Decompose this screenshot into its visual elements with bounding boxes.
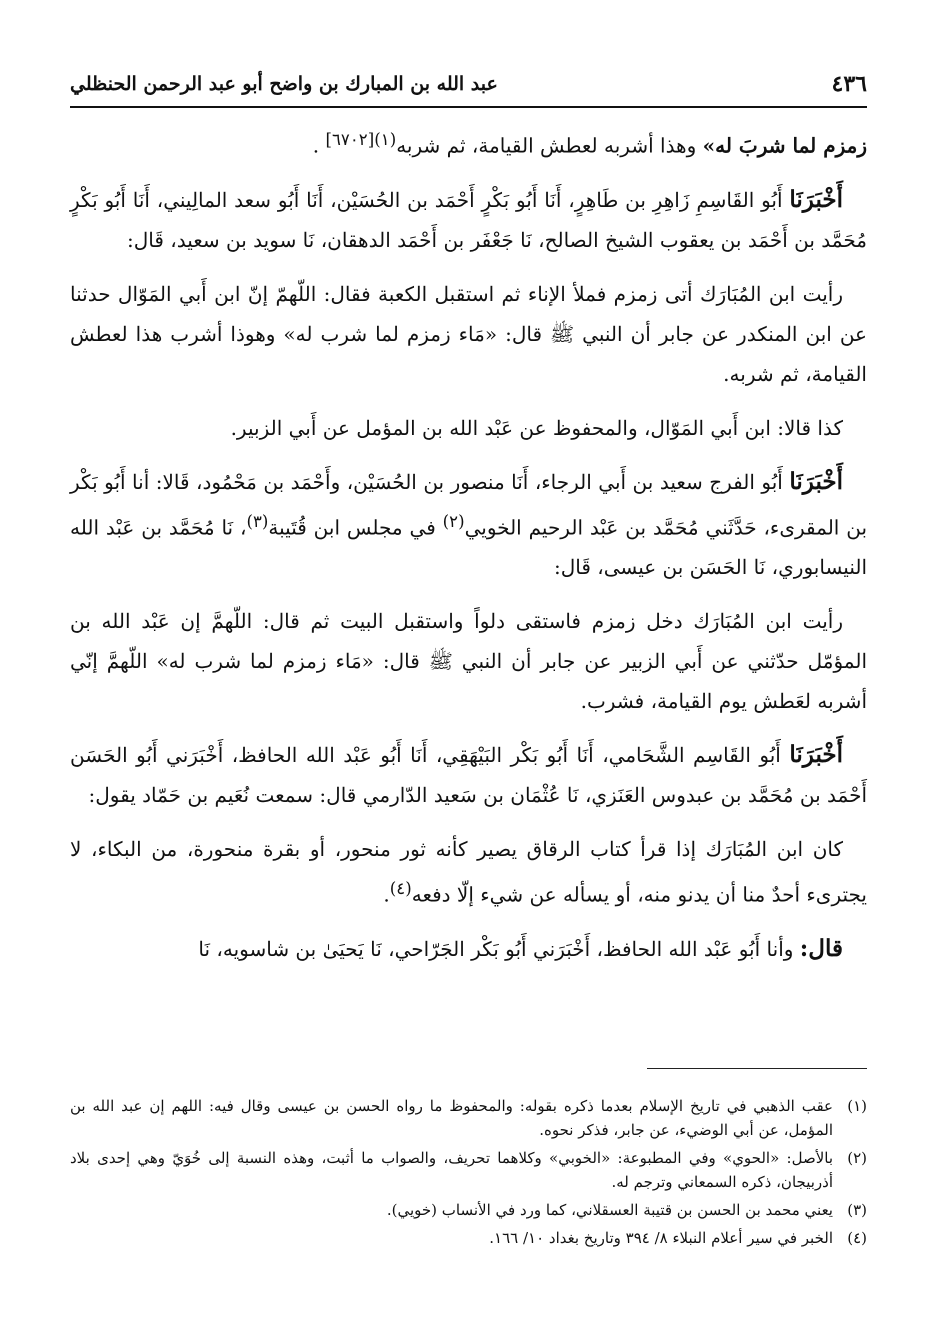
page-header [70,62,867,108]
isnad-paragraph [70,462,867,588]
footnote-ref: (٢) [442,511,465,531]
text-span: . [383,882,390,907]
footnote-number: (٢) [847,1149,867,1167]
isnad-paragraph [70,180,867,260]
footnote [70,1198,867,1222]
quoted-hadith: زمزم لما شربَ له» [702,133,867,158]
footnotes [70,1094,867,1254]
isnad-paragraph [70,735,867,815]
paragraph: رأيت ابن المُبَارَك أتى زمزم فملأ الإناء ثم استقبل الكعبة فقال: اللّهمّ إنّ ابن أَبي المَوّال حدثنا عن ابن المنكدر عن جابر أن النبي ﷺ قال: «مَاء زمزم لما شرب له» وهوذا أشرب هذا لعطش القيامة، ثم شربه. [70,281,867,386]
footnote-number: (١) [847,1097,867,1115]
text-span: أَبُو الفرج سعيد بن أَبي الرجاء، أَنَا منصور بن الحُسَيْن، وأَحْمَد بن مَحْمُود، قَالا: أنا أَبُو بَكْر بن المقرىء، حَدَّثَني مُحَمَّد بن عَبْد الرحيم الخويي [70,469,868,540]
footnote-number: (٤) [847,1229,867,1247]
main-text [70,120,867,983]
text-span: أَبُو القَاسِم الشَّحَامي، أَنَا أَبُو بَكْر البَيْهَقِي، أَنَا أَبُو عَبْد الله الحافظ، أَخْبَرَني أَبُو الحَسَن أَحْمَد بن مُحَمَّد بن عبدوس العَنَزي، نَا عُثْمَان بن سَعيد الدّارمي قال: سمعت نُعَيم بن حَمّاد يقول: [70,743,867,808]
text-span: ، نَا مُحَمَّد بن عَبْد الله النيسابوري، نَا الحَسَن بن عيسى، قَال: [70,515,867,580]
text-span: وأنا أَبُو عَبْد الله الحافظ، أَخْبَرَني أَبُو بَكْر الجَرّاحي، نَا يَحيَىٰ بن شاسويه، نَا [198,936,800,961]
akhbarana-heading: أَخْبَرَنَا [789,467,843,495]
footnote-text: يعني محمد بن الحسن بن قتيبة العسقلاني، كما ورد في الأنساب (خويي). [386,1201,833,1219]
footnote-ref: (٣) [246,511,269,531]
footnote-text: عقب الذهبي في تاريخ الإسلام بعدما ذكره بقوله: والمحفوظ ما رواه الحسن بن عيسى وقال فيه: اللهم إن عبد الله بن المؤمل، عن أبي الوضيء، عن جابر، فذكر نحوه. [70,1097,834,1139]
paragraph [70,120,867,166]
footnote-ref: (٤) [389,879,412,899]
qal-heading: قال: [799,934,843,962]
footnote-number: (٣) [847,1201,867,1219]
text-span: وهذا أشربه لعطش القيامة، ثم شربه [396,133,703,158]
footnote [70,1094,867,1142]
paragraph: كذا قالا: ابن أَبي المَوّال، والمحفوظ عن عَبْد الله بن المؤمل عن أَبي الزبير. [230,415,843,440]
akhbarana-heading: أَخْبَرَنَا [789,741,843,769]
text-span: كان ابن المُبَارَك إذا قرأ كتاب الرقاق يصير كأنه ثور منحور، أو بقرة منحورة، من البكاء، لا يجترىء أحدٌ منا أن يدنو منه، أو يسأله عن شيء إلّا دفعه [70,837,867,907]
paragraph [70,929,867,969]
footnote-text: الخبر في سير أعلام النبلاء ٨/ ٣٩٤ وتاريخ بغداد ١٠/ ١٦٦. [489,1229,833,1247]
running-title: عبد الله بن المبارك بن واضح أبو عبد الرحمن الحنظلي [70,73,498,95]
footnote [70,1146,867,1194]
footnote-ref: (١)[٦٧٠٢] [325,130,397,149]
text-span: أَبُو القَاسِمِ زَاهِرِ بن طَاهِرٍ، أَنَا أَبُو بَكْرٍ أَحْمَد بن الحُسَيْن، أَنَا أَبُو سعد المالِيني، أَنَا أَبُو بَكْرٍ مُحَمَّد بن أَحْمَد بن يعقوب الشيخ الصالح، نَا جَعْفَر بن أَحْمَد الدهقان، نَا سويد بن سعيد، قَال: [70,187,867,252]
text-span: . [312,133,326,158]
footnote [70,1226,867,1250]
akhbarana-heading: أَخْبَرَنَا [789,185,843,213]
text-span: في مجلس ابن قُتَيبة [268,515,443,540]
paragraph [70,829,867,915]
paragraph: رأيت ابن المُبَارَك دخل زمزم فاستقى دلواً واستقبل البيت ثم قال: اللّهمَّ إن عَبْد الله بن المؤمّل حدّثني عن أَبي الزبير عن جابر أن النبي ﷺ قال: «مَاء زمزم لما شرب له» اللّهمَّ إنّي أشربه لعَطش يوم القيامة، فشرب. [70,609,867,714]
footnote-divider [647,1068,867,1069]
page-number: ٤٣٦ [831,71,867,97]
footnote-text: بالأصل: «الحوي» وفي المطبوعة: «الخوبي» وكلاهما تحريف، والصواب ما أثبت، وهذه النسبة إلى خُوَيّ وهي إحدى بلاد أذربيجان، ذكره السمعاني وترجم له. [70,1149,833,1191]
